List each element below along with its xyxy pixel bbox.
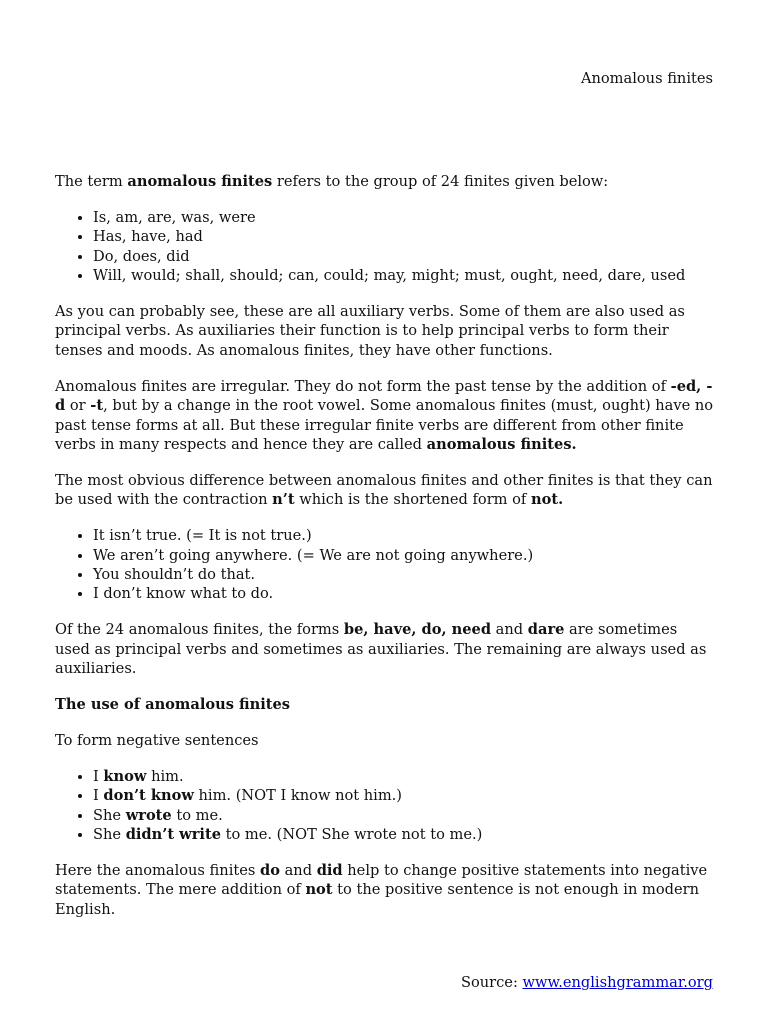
list-item: • She wrote to me. bbox=[93, 806, 715, 825]
list-item: • Do, does, did bbox=[93, 247, 715, 266]
list-item: • I know him. bbox=[93, 767, 715, 786]
list-item: • I don’t know him. (NOT I know not him.) bbox=[93, 786, 715, 805]
conclusion-paragraph: Here the anomalous finites do and did help to change positive statements into negative statements. The mere addition of not to the positive sentence is not enough in modern English. bbox=[55, 861, 708, 918]
list-item: • Has, have, had bbox=[93, 227, 715, 246]
source-label: Source: bbox=[460, 974, 523, 991]
list-item: • She didn’t write to me. (NOT She wrote not to me.) bbox=[93, 825, 715, 844]
auxiliary-paragraph: As you can probably see, these are all auxiliary verbs. Some of them are also used as principal verbs. As auxiliaries their function is to help principal verbs to form their tenses and moods. As anomalous finites, they have other functions. bbox=[55, 303, 685, 359]
irregular-paragraph: Anomalous finites are irregular. They do not form the past tense by the addition of -ed, -d or -t, but by a change in the root vowel. Some anomalous finites (must, ought) have no past tense forms at all. But these irregular finite verbs are different from other finite verbs in many respects and hence they are called anomalous finites. bbox=[55, 377, 714, 453]
list-item: • It isn’t true. (= It is not true.) bbox=[93, 526, 715, 545]
list-item: • We aren’t going anywhere. (= We are not going anywhere.) bbox=[93, 546, 715, 565]
list-item: • Is, am, are, was, were bbox=[93, 208, 715, 227]
source-footer bbox=[461, 973, 713, 992]
list-item: • You shouldn’t do that. bbox=[93, 565, 715, 584]
page-header-title: Anomalous finites bbox=[580, 70, 713, 87]
document-body bbox=[55, 172, 715, 919]
negative-examples-list bbox=[55, 767, 715, 845]
contraction-examples-list bbox=[55, 526, 715, 604]
section-subheading: To form negative sentences bbox=[55, 731, 259, 749]
source-link[interactable]: www.englishgrammar.org bbox=[522, 974, 713, 991]
principal-verbs-paragraph: Of the 24 anomalous finites, the forms be, have, do, need and dare are sometimes used as principal verbs and sometimes as auxiliaries. The remaining are always used as auxiliaries. bbox=[55, 621, 707, 678]
term-bold: anomalous finites bbox=[127, 173, 273, 190]
finites-list bbox=[55, 208, 715, 286]
intro-paragraph: The term anomalous finites refers to the group of 24 finites given below: bbox=[55, 173, 609, 190]
list-item: • I don’t know what to do. bbox=[93, 584, 715, 603]
contraction-paragraph: The most obvious difference between anomalous finites and other finites is that they can be used with the contraction n’t which is the shortened form of not. bbox=[55, 471, 713, 509]
section-heading: The use of anomalous finites bbox=[55, 696, 291, 714]
list-item: • Will, would; shall, should; can, could; may, might; must, ought, need, dare, used bbox=[93, 266, 715, 285]
